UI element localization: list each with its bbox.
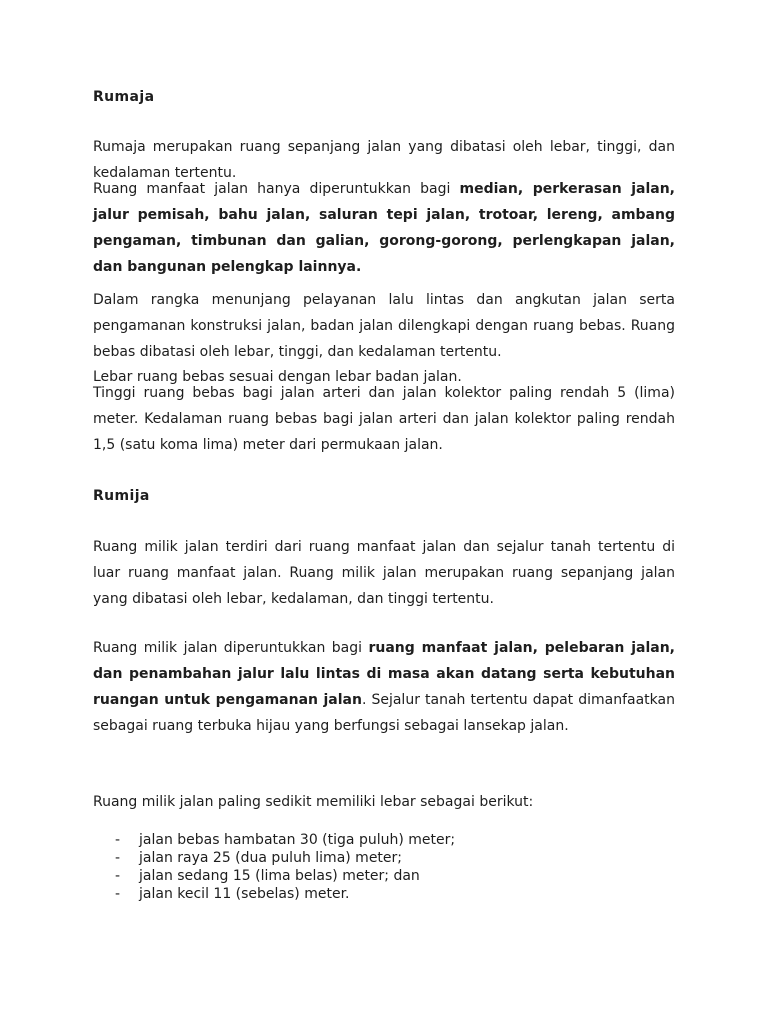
list-item-text: jalan kecil 11 (sebelas) meter. bbox=[139, 886, 350, 902]
section-heading-rumija: Rumija bbox=[93, 488, 150, 504]
paragraph-rumaja-definition: Rumaja merupakan ruang sepanjang jalan yang dibatasi oleh lebar, tinggi, dan kedalaman tertentu. bbox=[93, 139, 675, 181]
paragraph-bold-text: median, perkerasan jalan, jalur pemisah, bahu jalan, saluran tepi jalan, trotoar, lereng, ambang pengaman, timbunan dan galian, gorong-gorong, perlengkapan jalan, dan bangunan pelengkap lainnya. bbox=[93, 181, 675, 275]
paragraph-ruang-bebas-tinggi: Tinggi ruang bebas bagi jalan arteri dan jalan kolektor paling rendah 5 (lima) meter. Kedalaman ruang bebas bagi jalan arteri dan jalan kolektor paling rendah 1,5 (satu koma lima) meter dari permukaan jalan. bbox=[93, 385, 675, 453]
list-bullet: - bbox=[115, 886, 121, 902]
list-bullet: - bbox=[115, 832, 121, 848]
road-width-list bbox=[93, 831, 675, 903]
list-item-text: jalan raya 25 (dua puluh lima) meter; bbox=[139, 850, 403, 866]
paragraph-lead-text: Ruang manfaat jalan hanya diperuntukkan bagi bbox=[93, 181, 460, 197]
paragraph-rumija-usage bbox=[93, 635, 675, 739]
paragraph-lead-text: Ruang milik jalan diperuntukkan bagi bbox=[93, 640, 369, 656]
document-page bbox=[93, 0, 675, 1024]
list-item bbox=[93, 885, 675, 903]
paragraph-bold-text: ruang manfaat jalan, pelebaran jalan, dan penambahan jalur lalu lintas di masa akan datang serta kebutuhan ruangan untuk pengamanan jalan bbox=[93, 640, 675, 708]
list-item bbox=[93, 831, 675, 849]
list-item bbox=[93, 867, 675, 885]
paragraph-tail-text: . Sejalur tanah tertentu dapat dimanfaatkan sebagai ruang terbuka hijau yang berfungsi sebagai lansekap jalan. bbox=[93, 692, 675, 734]
list-bullet: - bbox=[115, 850, 121, 866]
list-bullet: - bbox=[115, 868, 121, 884]
paragraph-rumija-definition: Ruang milik jalan terdiri dari ruang manfaat jalan dan sejalur tanah tertentu di luar ruang manfaat jalan. Ruang milik jalan merupakan ruang sepanjang jalan yang dibatasi oleh lebar, kedalaman, dan tinggi tertentu. bbox=[93, 539, 675, 607]
list-item-text: jalan bebas hambatan 30 (tiga puluh) meter; bbox=[139, 832, 456, 848]
list-item bbox=[93, 849, 675, 867]
section-heading-rumaja: Rumaja bbox=[93, 89, 155, 105]
paragraph-rumaja-usage bbox=[93, 176, 675, 280]
paragraph-ruang-bebas-lebar: Lebar ruang bebas sesuai dengan lebar badan jalan. bbox=[93, 369, 462, 385]
paragraph-rumija-width-intro: Ruang milik jalan paling sedikit memiliki lebar sebagai berikut: bbox=[93, 794, 534, 810]
paragraph-ruang-bebas: Dalam rangka menunjang pelayanan lalu lintas dan angkutan jalan serta pengamanan konstruksi jalan, badan jalan dilengkapi dengan ruang bebas. Ruang bebas dibatasi oleh lebar, tinggi, dan kedalaman tertentu. bbox=[93, 292, 675, 360]
list-item-text: jalan sedang 15 (lima belas) meter; dan bbox=[139, 868, 420, 884]
